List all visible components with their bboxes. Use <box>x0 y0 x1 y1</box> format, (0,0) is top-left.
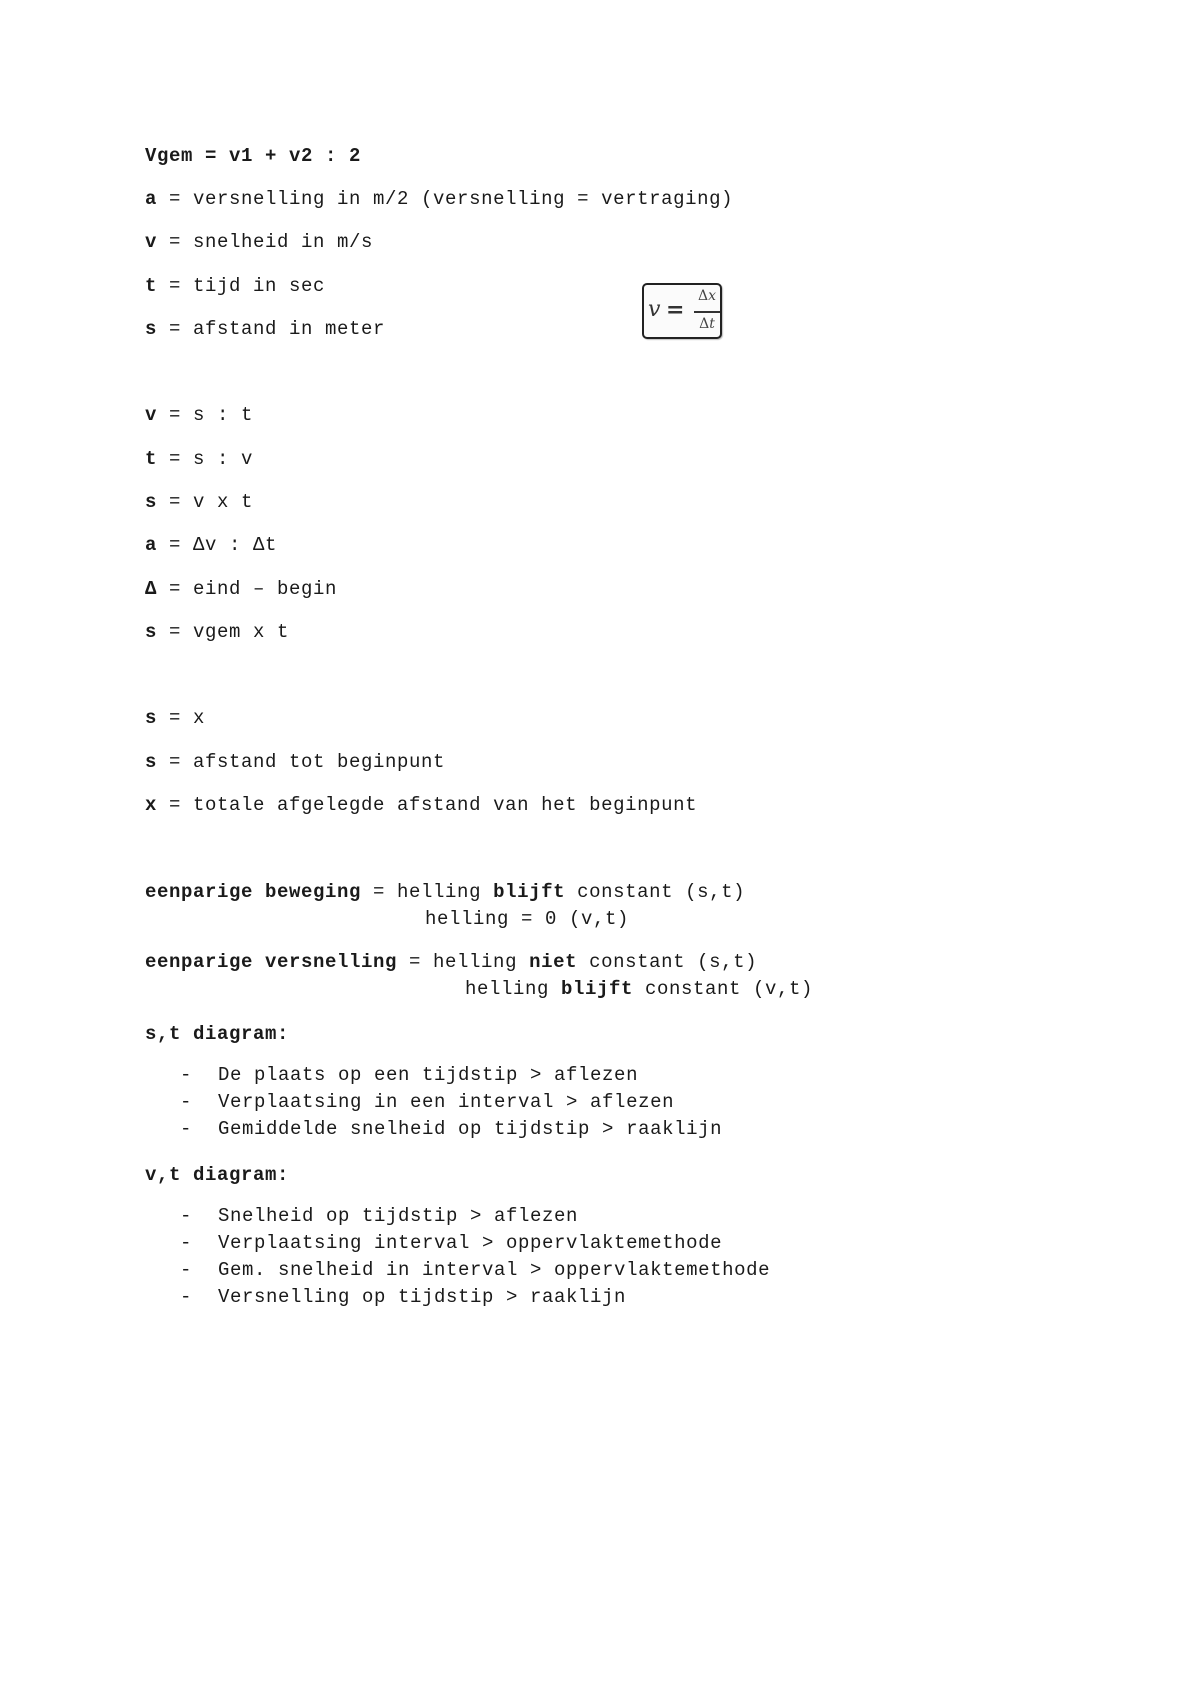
formula-delta: Δ <box>697 288 709 304</box>
emphasis-word: blijft <box>561 978 634 1000</box>
term: eenparige beweging <box>145 881 362 903</box>
line2-rest: constant (v,t) <box>633 978 814 1000</box>
formula-text: = eind – begin <box>157 578 338 600</box>
formula-den-var: t <box>709 316 715 332</box>
vt-diagram-heading: v,t diagram: <box>145 1164 290 1186</box>
formula-line <box>145 447 253 471</box>
definition-t <box>145 274 325 298</box>
list-item-text: Snelheid op tijdstip > aflezen <box>218 1205 579 1227</box>
st-diagram-heading: s,t diagram: <box>145 1023 290 1045</box>
formula-var: s <box>145 621 158 643</box>
definition-line <box>145 706 205 730</box>
definition-text: = snelheid in m/s <box>157 231 374 253</box>
definition-a <box>145 187 733 211</box>
list-item <box>180 1062 722 1089</box>
list-item <box>180 1089 722 1116</box>
list-item <box>180 1284 770 1311</box>
formula-line <box>145 577 337 601</box>
formula-line <box>145 533 277 557</box>
velocity-formula-image <box>642 283 722 339</box>
dash-bullet: - <box>180 1205 193 1227</box>
definition-text: = totale afgelegde afstand van het beginpunt <box>157 794 698 816</box>
line2-pre: helling <box>465 978 562 1000</box>
list-item-text: Gem. snelheid in interval > oppervlaktemethode <box>218 1259 771 1281</box>
definition-text: = afstand in meter <box>157 318 386 340</box>
vgem-formula: Vgem = v1 + v2 : 2 <box>145 145 362 167</box>
definition-text: = tijd in sec <box>157 275 326 297</box>
list-item <box>180 1116 722 1143</box>
formula-fraction-bar <box>694 311 720 313</box>
term: eenparige versnelling <box>145 951 398 973</box>
formula-lhs: v <box>648 297 661 322</box>
formula-var: t <box>145 448 158 470</box>
formula-var: a <box>145 534 158 556</box>
definition-var: s <box>145 318 158 340</box>
definition-var: t <box>145 275 158 297</box>
definition-var: s <box>145 707 158 729</box>
dash-bullet: - <box>180 1118 193 1140</box>
definition-var: a <box>145 188 158 210</box>
formula-var: s <box>145 491 158 513</box>
eenparige-versnelling-line <box>145 950 757 974</box>
dash-bullet: - <box>180 1091 193 1113</box>
term-rest: constant (s,t) <box>577 951 758 973</box>
formula-delta: Δ <box>699 316 710 332</box>
term-rest: constant (s,t) <box>565 881 746 903</box>
formula-denominator <box>694 316 720 332</box>
term-eq: = helling <box>361 881 494 903</box>
formula-var: Δ <box>145 578 158 600</box>
formula-numerator <box>694 288 720 304</box>
vt-diagram-list <box>180 1203 770 1311</box>
formula-text: = v x t <box>157 491 254 513</box>
definition-var: x <box>145 794 158 816</box>
formula-line <box>145 403 253 427</box>
formula-text: = s : v <box>157 448 254 470</box>
formula-text: = vgem x t <box>157 621 290 643</box>
definition-text: = afstand tot beginpunt <box>157 751 446 773</box>
definition-var: v <box>145 231 158 253</box>
definition-v <box>145 230 373 254</box>
emphasis-word: niet <box>529 951 578 973</box>
definition-text: = x <box>157 707 206 729</box>
formula-text: = s : t <box>157 404 254 426</box>
list-item <box>180 1203 770 1230</box>
list-item-text: Verplaatsing interval > oppervlaktemethode <box>218 1232 723 1254</box>
dash-bullet: - <box>180 1259 193 1281</box>
definition-s <box>145 317 385 341</box>
document-page <box>145 0 1145 1696</box>
dash-bullet: - <box>180 1064 193 1086</box>
emphasis-word: blijft <box>493 881 566 903</box>
definition-var: s <box>145 751 158 773</box>
definition-text: = versnelling in m/2 (versnelling = vertraging) <box>157 188 734 210</box>
eenparige-versnelling-line2 <box>465 977 813 1001</box>
st-diagram-list <box>180 1062 722 1143</box>
eenparige-beweging-line <box>145 880 745 904</box>
list-item <box>180 1230 770 1257</box>
dash-bullet: - <box>180 1232 193 1254</box>
term-eq: = helling <box>397 951 530 973</box>
formula-num-var: x <box>708 288 717 304</box>
list-item-text: Gemiddelde snelheid op tijdstip > raaklijn <box>218 1118 723 1140</box>
list-item <box>180 1257 770 1284</box>
list-item-text: Versnelling op tijdstip > raaklijn <box>218 1286 627 1308</box>
formula-line <box>145 620 289 644</box>
definition-line <box>145 750 445 774</box>
formula-var: v <box>145 404 158 426</box>
list-item-text: Verplaatsing in een interval > aflezen <box>218 1091 675 1113</box>
formula-text: = Δv : Δt <box>157 534 278 556</box>
formula-line <box>145 490 253 514</box>
list-item-text: De plaats op een tijdstip > aflezen <box>218 1064 639 1086</box>
dash-bullet: - <box>180 1286 193 1308</box>
formula-equals: = <box>666 297 685 323</box>
definition-line <box>145 793 697 817</box>
eenparige-beweging-line2: helling = 0 (v,t) <box>425 908 630 930</box>
